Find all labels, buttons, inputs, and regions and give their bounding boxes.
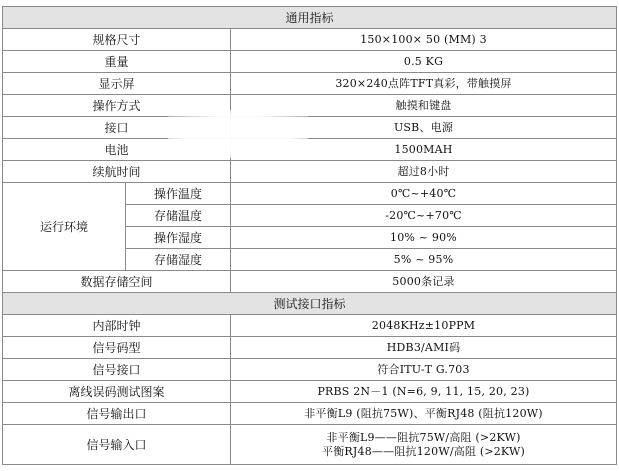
row-label: 内部时钟 bbox=[3, 315, 231, 337]
row-value: 非平衡L9 (阻抗75W)、平衡RJ48 (阻抗120W) bbox=[231, 403, 617, 425]
row-label: 续航时间 bbox=[3, 161, 231, 183]
row-value: 5000条记录 bbox=[231, 271, 617, 293]
spec-table bbox=[2, 6, 617, 465]
row-value: 10% ~ 90% bbox=[231, 227, 617, 249]
table-row bbox=[3, 161, 617, 183]
row-value: PRBS 2N－1 (N=6, 9, 11, 15, 20, 23) bbox=[231, 381, 617, 403]
row-label: 接口 bbox=[3, 117, 231, 139]
row-label: 信号接口 bbox=[3, 359, 231, 381]
row-value: 0.5 KG bbox=[231, 51, 617, 73]
row-value: 1500MAH bbox=[231, 139, 617, 161]
row-value: 超过8小时 bbox=[231, 161, 617, 183]
table-row bbox=[3, 139, 617, 161]
row-label: 电池 bbox=[3, 139, 231, 161]
row-value: 2048KHz±10PPM bbox=[231, 315, 617, 337]
table-row bbox=[3, 29, 617, 51]
section-header-row bbox=[3, 293, 617, 315]
section-general: 通用指标 bbox=[3, 7, 617, 29]
row-label: 数据存储空间 bbox=[3, 271, 231, 293]
row-value bbox=[231, 425, 617, 465]
table-row bbox=[3, 381, 617, 403]
row-value: 5% ~ 95% bbox=[231, 249, 617, 271]
row-value-line: 平衡RJ48——阻抗120W/高阻 (>2KW) bbox=[322, 444, 525, 458]
section-header-row bbox=[3, 7, 617, 29]
table-row bbox=[3, 51, 617, 73]
row-label: 重量 bbox=[3, 51, 231, 73]
row-value-line: 非平衡L9——阻抗75W/高阻 (>2KW) bbox=[326, 430, 521, 444]
row-label: 操作方式 bbox=[3, 95, 231, 117]
row-value: USB、电源 bbox=[231, 117, 617, 139]
table-row bbox=[3, 403, 617, 425]
table-row bbox=[3, 73, 617, 95]
row-value: 符合ITU-T G.703 bbox=[231, 359, 617, 381]
row-label: 信号输出口 bbox=[3, 403, 231, 425]
row-label: 显示屏 bbox=[3, 73, 231, 95]
table-row bbox=[3, 271, 617, 293]
row-label: 离线误码测试图案 bbox=[3, 381, 231, 403]
row-sublabel: 操作温度 bbox=[126, 183, 231, 205]
row-sublabel: 操作湿度 bbox=[126, 227, 231, 249]
table-row bbox=[3, 183, 617, 205]
row-value: 320×240点阵TFT真彩，带触摸屏 bbox=[231, 73, 617, 95]
row-value: 150×100× 50 (MM) 3 bbox=[231, 29, 617, 51]
section-test-interface: 测试接口指标 bbox=[3, 293, 617, 315]
row-value: HDB3/AMI码 bbox=[231, 337, 617, 359]
table-row bbox=[3, 95, 617, 117]
table-row bbox=[3, 315, 617, 337]
row-label: 信号码型 bbox=[3, 337, 231, 359]
environment-group-label: 运行环境 bbox=[3, 183, 126, 271]
row-label: 信号输入口 bbox=[3, 425, 231, 465]
row-sublabel: 存储湿度 bbox=[126, 249, 231, 271]
row-value: 触摸和键盘 bbox=[231, 95, 617, 117]
row-label: 规格尺寸 bbox=[3, 29, 231, 51]
row-value: -20℃~+70℃ bbox=[231, 205, 617, 227]
table-row bbox=[3, 425, 617, 465]
table-row bbox=[3, 337, 617, 359]
table-row bbox=[3, 117, 617, 139]
row-value: 0℃~+40℃ bbox=[231, 183, 617, 205]
row-sublabel: 存储温度 bbox=[126, 205, 231, 227]
table-row bbox=[3, 359, 617, 381]
